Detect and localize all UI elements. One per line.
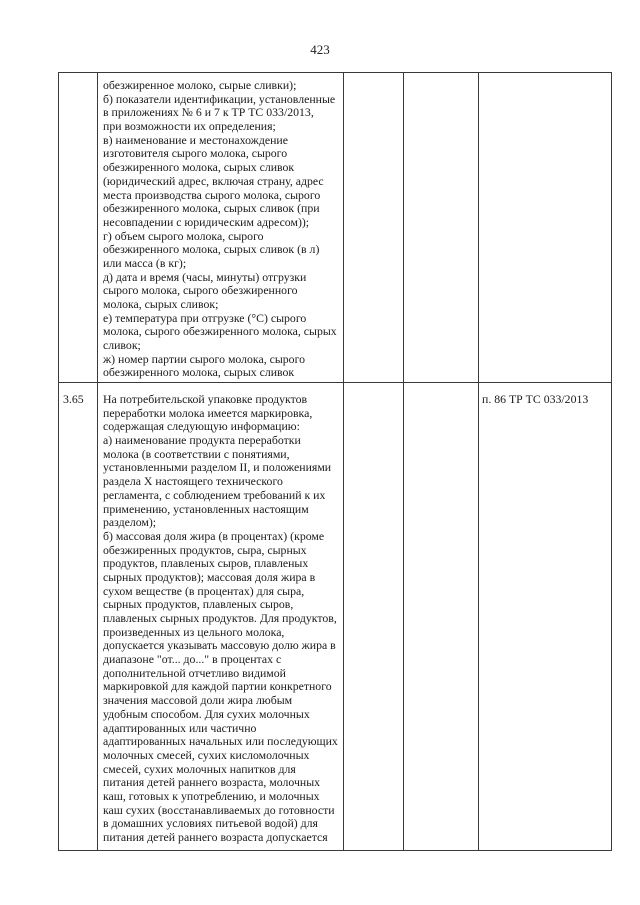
text-line: питания детей раннего возраста допускается (103, 830, 328, 844)
text-line: плавленых сырных продуктов. Для продуктов, (103, 611, 337, 625)
text-line: обезжиренного молока, сырых сливок (в л) (103, 242, 320, 257)
text-line: обезжиренное молоко, сырые сливки); (103, 78, 297, 92)
text-line: е) температура при отгрузке (°С) сырого (103, 310, 307, 325)
text-line: разделом); (103, 515, 157, 530)
text-line: переработки молока имеется маркировка, (103, 405, 313, 420)
text-line: изготовителя сырого молока, сырого (103, 146, 288, 161)
text-line: сливок; (103, 338, 141, 353)
empty-cell (344, 73, 404, 383)
item-number-cell: 3.65 (59, 383, 98, 851)
text-line: обезжиренного молока, сырых сливок (103, 365, 295, 380)
text-line: сырных продуктов); массовая доля жира в (103, 569, 316, 584)
page-number: 423 (310, 42, 330, 57)
text-line: молока, сырых сливок; (103, 297, 219, 311)
text-line: обезжиренного молока, сырых сливок (при (103, 201, 320, 216)
text-line: каш сухих (восстанавливаемых до готовности (103, 802, 335, 817)
text-line: а) наименование продукта переработки (103, 433, 301, 448)
text-line: места производства сырого молока, сырого (103, 187, 321, 202)
text-line: удобным способом. Для сухих молочных (103, 706, 310, 721)
text-line: при возможности их определения; (103, 119, 276, 134)
requirement-text-cell (98, 383, 344, 851)
text-line: г) объем сырого молока, сырого (103, 228, 264, 243)
text-line: каш, готовых к употреблению, и молочных (103, 788, 320, 803)
text-line: обезжиренного молока, сырых сливок (103, 160, 295, 175)
text-line: дополнительной отчетливо видимой (103, 665, 286, 680)
text-line: молока (в соответствии с понятиями, (103, 446, 290, 461)
table-row (59, 73, 612, 383)
text-line: в приложениях № 6 и 7 к ТР ТС 033/2013, (103, 105, 314, 120)
reference-cell: п. 86 ТР ТС 033/2013 (479, 383, 612, 851)
text-line: (юридический адрес, включая страну, адрес (103, 173, 324, 188)
text-line: питания детей раннего возраста, молочных (103, 775, 321, 790)
empty-cell (404, 73, 479, 383)
text-line: регламента, с соблюдением требований к их (103, 487, 326, 502)
text-line: адаптированных начальных или последующих (103, 734, 338, 749)
text-line: произведенных из цельного молока, (103, 624, 285, 639)
text-line: установленными разделом II, и положениями (103, 460, 332, 475)
text-line: допускается указывать массовую долю жира в (103, 638, 336, 653)
reference-cell (479, 73, 612, 383)
text-line: б) показатели идентификации, установленные (103, 91, 336, 106)
text-line: несовпадении с юридическим адресом)); (103, 214, 310, 229)
text-line: смесей, сухих молочных напитков для (103, 761, 296, 776)
requirement-text-cell (98, 73, 344, 383)
text-line: д) дата и время (часы, минуты) отгрузки (103, 269, 307, 284)
text-line: маркировкой для каждой партии конкретного (103, 679, 332, 694)
text-line: ж) номер партии сырого молока, сырого (103, 351, 306, 366)
text-line: или масса (в кг); (103, 255, 187, 270)
text-line: применению, установленных настоящим (103, 501, 309, 516)
text-line: б) массовая доля жира (в процентах) (кроме (103, 528, 325, 543)
text-line: в домашних условиях питьевой водой) для (103, 816, 318, 831)
text-line: молока, сырого обезжиренного молока, сырых (103, 324, 337, 339)
text-line: адаптированных или частично (103, 720, 257, 735)
text-line: содержащая следующую информацию: (103, 419, 300, 434)
text-line: значения массовой доли жира любым (103, 693, 293, 708)
requirements-table (58, 72, 612, 851)
text-line: сырого молока, сырого обезжиренного (103, 283, 298, 298)
empty-cell (344, 383, 404, 851)
text-line: сухом веществе (в процентах) для сыра, (103, 583, 305, 598)
text-line: сырных продуктов, плавленых сыров, (103, 597, 294, 612)
text-line: в) наименование и местонахождение (103, 132, 288, 147)
text-line: На потребительской упаковке продуктов (103, 392, 308, 406)
text-line: обезжиренных продуктов, сыра, сырных (103, 542, 307, 557)
text-line: молочных смесей, сухих кисломолочных (103, 747, 310, 762)
item-number-cell (59, 73, 98, 383)
table-row (59, 383, 612, 851)
empty-cell (404, 383, 479, 851)
text-line: раздела X настоящего технического (103, 474, 283, 489)
text-line: продуктов, плавленых сыров, плавленых (103, 556, 309, 571)
text-line: диапазоне "от... до..." в процентах с (103, 652, 282, 667)
